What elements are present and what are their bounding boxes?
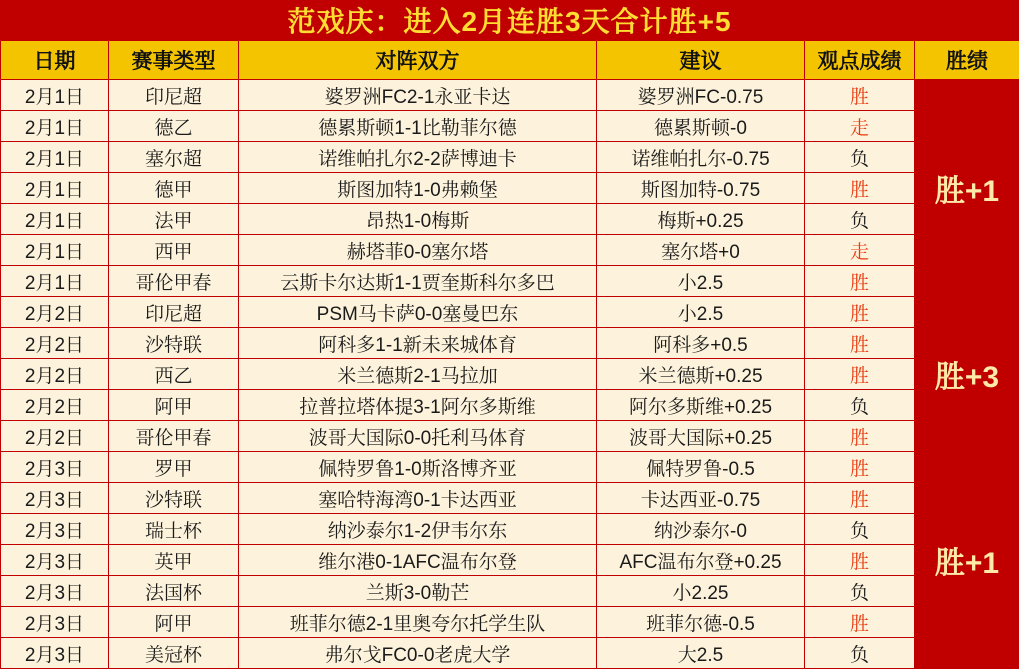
- page-title-text: 范戏庆：进入2月连胜3天合计胜+5: [287, 0, 731, 40]
- cell-result: 胜: [805, 328, 915, 359]
- table-row: [1, 204, 1019, 235]
- cell-advice: 斯图加特-0.75: [597, 173, 805, 204]
- cell-league: 印尼超: [109, 297, 239, 328]
- cell-league: 沙特联: [109, 483, 239, 514]
- cell-league: 哥伦甲春: [109, 266, 239, 297]
- table-row: [1, 390, 1019, 421]
- cell-result: 负: [805, 576, 915, 607]
- cell-advice: 纳沙泰尔-0: [597, 514, 805, 545]
- table-row: [1, 483, 1019, 514]
- cell-match: 米兰德斯2-1马拉加: [239, 359, 597, 390]
- cell-advice: 诺维帕扎尔-0.75: [597, 142, 805, 173]
- cell-advice: 梅斯+0.25: [597, 204, 805, 235]
- cell-league: 英甲: [109, 545, 239, 576]
- cell-date: 2月3日: [1, 514, 109, 545]
- cell-result: 胜: [805, 421, 915, 452]
- cell-match: 婆罗洲FC2-1永亚卡达: [239, 80, 597, 111]
- cell-result: 胜: [805, 545, 915, 576]
- table-row: [1, 452, 1019, 483]
- cell-league: 西甲: [109, 235, 239, 266]
- cell-date: 2月1日: [1, 80, 109, 111]
- cell-result: 负: [805, 142, 915, 173]
- column-header-match: 对阵双方: [239, 41, 597, 80]
- cell-league: 沙特联: [109, 328, 239, 359]
- table-row: [1, 421, 1019, 452]
- cell-match: 诺维帕扎尔2-2萨博迪卡: [239, 142, 597, 173]
- cell-advice: 小2.5: [597, 297, 805, 328]
- cell-advice: AFC温布尔登+0.25: [597, 545, 805, 576]
- cell-match: 班菲尔德2-1里奥夸尔托学生队: [239, 607, 597, 638]
- cell-match: 拉普拉塔体提3-1阿尔多斯维: [239, 390, 597, 421]
- cell-date: 2月3日: [1, 638, 109, 669]
- cell-advice: 大2.5: [597, 638, 805, 669]
- cell-result: 胜: [805, 359, 915, 390]
- table-row: [1, 359, 1019, 390]
- cell-result: 胜: [805, 173, 915, 204]
- cell-date: 2月2日: [1, 328, 109, 359]
- results-table: [0, 40, 1019, 669]
- cell-advice: 塞尔塔+0: [597, 235, 805, 266]
- cell-streak: 胜+1: [915, 80, 1019, 297]
- table-row: [1, 111, 1019, 142]
- cell-result: 负: [805, 390, 915, 421]
- table-row: [1, 545, 1019, 576]
- cell-date: 2月1日: [1, 173, 109, 204]
- cell-league: 美冠杯: [109, 638, 239, 669]
- cell-date: 2月3日: [1, 576, 109, 607]
- cell-league: 罗甲: [109, 452, 239, 483]
- table-row: [1, 173, 1019, 204]
- cell-match: 维尔港0-1AFC温布尔登: [239, 545, 597, 576]
- cell-match: 德累斯顿1-1比勒菲尔德: [239, 111, 597, 142]
- cell-streak: 胜+3: [915, 297, 1019, 452]
- cell-league: 西乙: [109, 359, 239, 390]
- cell-date: 2月1日: [1, 142, 109, 173]
- cell-league: 哥伦甲春: [109, 421, 239, 452]
- column-header-date: 日期: [1, 41, 109, 80]
- cell-advice: 班菲尔德-0.5: [597, 607, 805, 638]
- table-row: [1, 638, 1019, 669]
- cell-result: 胜: [805, 80, 915, 111]
- cell-match: 赫塔菲0-0塞尔塔: [239, 235, 597, 266]
- cell-advice: 婆罗洲FC-0.75: [597, 80, 805, 111]
- cell-match: PSM马卡萨0-0塞曼巴东: [239, 297, 597, 328]
- cell-result: 走: [805, 111, 915, 142]
- cell-result: 负: [805, 514, 915, 545]
- table-row: [1, 514, 1019, 545]
- cell-date: 2月1日: [1, 111, 109, 142]
- cell-match: 弗尔戈FC0-0老虎大学: [239, 638, 597, 669]
- cell-date: 2月1日: [1, 235, 109, 266]
- cell-advice: 波哥大国际+0.25: [597, 421, 805, 452]
- table-body: [1, 80, 1019, 669]
- cell-match: 昂热1-0梅斯: [239, 204, 597, 235]
- table-row: [1, 576, 1019, 607]
- column-header-league: 赛事类型: [109, 41, 239, 80]
- cell-result: 负: [805, 638, 915, 669]
- cell-advice: 阿尔多斯维+0.25: [597, 390, 805, 421]
- cell-match: 阿科多1-1新未来城体育: [239, 328, 597, 359]
- table-row: [1, 235, 1019, 266]
- cell-league: 印尼超: [109, 80, 239, 111]
- column-header-advice: 建议: [597, 41, 805, 80]
- cell-match: 斯图加特1-0弗赖堡: [239, 173, 597, 204]
- cell-date: 2月2日: [1, 421, 109, 452]
- cell-result: 胜: [805, 607, 915, 638]
- table-row: [1, 607, 1019, 638]
- cell-result: 走: [805, 235, 915, 266]
- cell-league: 法甲: [109, 204, 239, 235]
- table-row: [1, 328, 1019, 359]
- table-header: [1, 41, 1019, 80]
- cell-league: 塞尔超: [109, 142, 239, 173]
- table-row: [1, 297, 1019, 328]
- cell-match: 塞哈特海湾0-1卡达西亚: [239, 483, 597, 514]
- table-header-row: [1, 41, 1019, 80]
- cell-date: 2月1日: [1, 204, 109, 235]
- table-row: [1, 266, 1019, 297]
- column-header-result: 观点成绩: [805, 41, 915, 80]
- cell-date: 2月3日: [1, 483, 109, 514]
- table-row: [1, 142, 1019, 173]
- cell-result: 胜: [805, 266, 915, 297]
- column-header-streak: 胜绩: [915, 41, 1019, 80]
- cell-streak: 胜+1: [915, 452, 1019, 669]
- cell-league: 阿甲: [109, 390, 239, 421]
- cell-advice: 米兰德斯+0.25: [597, 359, 805, 390]
- cell-league: 阿甲: [109, 607, 239, 638]
- cell-advice: 阿科多+0.5: [597, 328, 805, 359]
- cell-match: 云斯卡尔达斯1-1贾奎斯科尔多巴: [239, 266, 597, 297]
- cell-advice: 小2.25: [597, 576, 805, 607]
- cell-result: 负: [805, 204, 915, 235]
- table-row: [1, 80, 1019, 111]
- cell-result: 胜: [805, 483, 915, 514]
- cell-match: 波哥大国际0-0托利马体育: [239, 421, 597, 452]
- cell-league: 德乙: [109, 111, 239, 142]
- cell-date: 2月3日: [1, 452, 109, 483]
- cell-date: 2月3日: [1, 545, 109, 576]
- cell-result: 胜: [805, 452, 915, 483]
- cell-league: 德甲: [109, 173, 239, 204]
- cell-date: 2月3日: [1, 607, 109, 638]
- page-title: [0, 0, 1019, 40]
- cell-date: 2月2日: [1, 390, 109, 421]
- cell-match: 兰斯3-0勒芒: [239, 576, 597, 607]
- cell-date: 2月2日: [1, 297, 109, 328]
- cell-advice: 佩特罗鲁-0.5: [597, 452, 805, 483]
- cell-result: 胜: [805, 297, 915, 328]
- cell-advice: 卡达西亚-0.75: [597, 483, 805, 514]
- cell-match: 佩特罗鲁1-0斯洛博齐亚: [239, 452, 597, 483]
- cell-advice: 小2.5: [597, 266, 805, 297]
- cell-date: 2月2日: [1, 359, 109, 390]
- cell-date: 2月1日: [1, 266, 109, 297]
- cell-advice: 德累斯顿-0: [597, 111, 805, 142]
- cell-league: 法国杯: [109, 576, 239, 607]
- cell-match: 纳沙泰尔1-2伊韦尔东: [239, 514, 597, 545]
- cell-league: 瑞士杯: [109, 514, 239, 545]
